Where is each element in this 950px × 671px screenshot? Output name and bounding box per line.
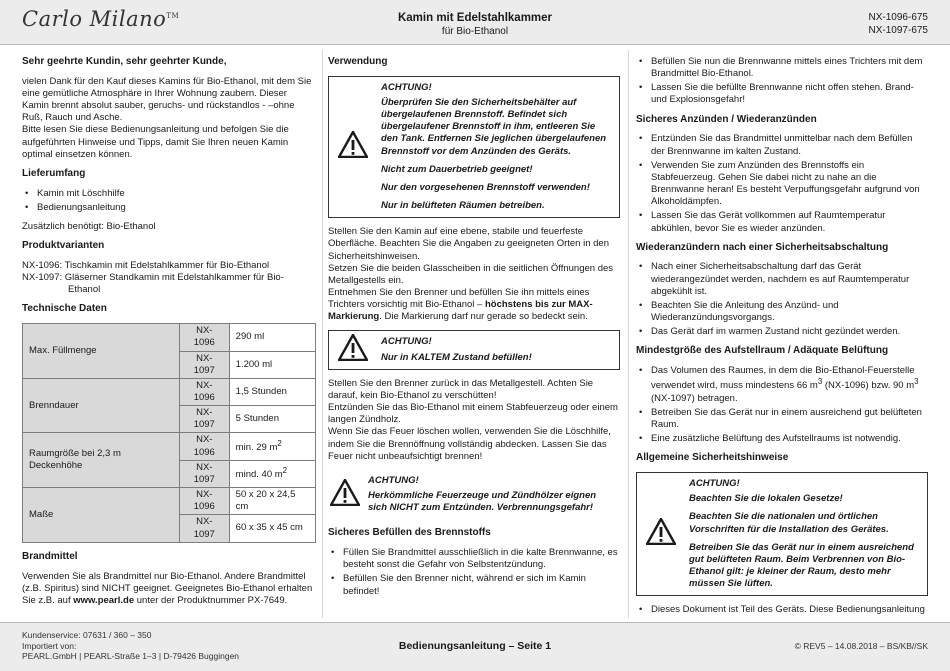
brandmittel-heading: Brandmittel — [22, 550, 78, 562]
greeting: Sehr geehrte Kundin, sehr geehrter Kunde, — [22, 56, 227, 67]
warning-text: Überprüfen Sie den Sicherheitsbehälter auf übergelaufenen Brennstoff. Befindet sich übergelaufener Brennstoff in ihm, entleeren Sie den Tank. Entfernen Sie jeglichen übergelaufenen Brennstoff vor dem Anzünden des Geräts. — [381, 96, 607, 157]
list-item: • Füllen Sie Brandmittel ausschließlich in die kalte Brennwanne, es besteht sonst die Gefahr von Selbstentzündung. — [328, 547, 620, 571]
warning-text: Nur den vorgesehenen Brennstoff verwenden! — [381, 181, 590, 193]
page-footer — [0, 622, 950, 671]
column-divider-2 — [628, 50, 629, 618]
spec-value: 1.200 ml — [229, 351, 315, 378]
importer-label: Importiert von: — [22, 640, 77, 651]
table-row — [23, 378, 316, 405]
instruction-text-part: Entnehmen Sie den Brenner und befüllen Sie ihn mittels eines Trichters vorsichtig mit Bio-Ethanol – — [328, 286, 590, 311]
instruction-text-part: . Die Markierung darf nur gerade so bedeckt sein. — [379, 311, 588, 323]
spec-value: 5 Stunden — [229, 406, 315, 433]
spec-value: 290 ml — [229, 324, 315, 351]
warning-title: ACHTUNG! — [381, 81, 432, 93]
column-right — [636, 56, 928, 618]
variant-1: NX-1096: Tischkamin mit Edelstahlkammer für Bio-Ethanol — [22, 259, 270, 271]
warning-text: Nicht zum Dauerbetrieb geeignet! — [381, 163, 533, 175]
superscript: 3 — [914, 377, 919, 387]
instruction-text: Wenn Sie das Feuer löschen wollen, verwenden Sie die Löschhilfe, indem Sie die Brennöffnung vollständig abdecken. Lassen Sie das Feuer nicht unbeaufsichtigt brennen! — [328, 426, 611, 462]
befuellen-list-continued — [636, 56, 928, 107]
brandmittel-paragraph — [22, 571, 316, 607]
spec-model: NX-1096 — [179, 433, 229, 460]
product-code-2: NX-1097-675 — [868, 25, 928, 36]
table-row — [23, 433, 316, 460]
spec-label-fuellmenge: Max. Füllmenge — [23, 324, 180, 379]
intro-paragraph-1: vielen Dank für den Kauf dieses Kamins für Bio-Ethanol, mit dem Sie eine gemütliche Atmosphäre in Ihrer Wohnung zaubern. Dieser Kamin brennt absolut sauber, geruchs- und rückstandlos - –ohne Ruß, Rauch und Asche. — [22, 75, 312, 124]
warning-text: Nur in KALTEM Zustand befüllen! — [381, 351, 532, 363]
list-item-text: Das Volumen des Raumes, in dem die Bio-Ethanol-Feuerstelle verwendet wird, muss mindestens 66 m — [651, 365, 915, 392]
table-row — [23, 324, 316, 351]
additional-requirement: Zusätzlich benötigt: Bio-Ethanol — [22, 221, 156, 232]
anzuenden-heading: Sicheres Anzünden / Wiederanzünden — [636, 113, 817, 125]
spec-model: NX-1097 — [179, 351, 229, 378]
spec-model: NX-1096 — [179, 324, 229, 351]
column-middle — [328, 56, 620, 618]
product-code-1: NX-1096-675 — [868, 12, 928, 23]
table-row — [23, 488, 316, 515]
revision-info: © REV5 – 14.08.2018 – BS/KB//SK — [794, 641, 928, 651]
befuellen-heading: Sicheres Befüllen des Brennstoffs — [328, 527, 491, 539]
list-item: • Beachten Sie die Anleitung des Anzünd- und Wiederanzündungsvorgangs. — [636, 300, 928, 324]
warning-triangle-icon — [330, 479, 360, 506]
variant-2: NX-1097: Gläserner Standkamin mit Edelstahlkammer für Bio-Ethanol — [22, 272, 284, 296]
document-note-list — [636, 604, 928, 618]
document-subtitle: für Bio-Ethanol — [441, 26, 509, 37]
list-item: • Verwenden Sie zum Anzünden des Brennstoffs ein Stabfeuerzeug. Gehen Sie dabei nicht zu nahe an die Brennwanne heran! Es besteht Verpuffungsgefahr aufgrund von Alkoholdämpfen. — [636, 160, 928, 209]
instruction-text: Entzünden Sie das Bio-Ethanol mit einem Stabfeuerzeug oder einem langen Zündholz. — [328, 402, 618, 426]
spec-model: NX-1096 — [179, 488, 229, 515]
importer-address: PEARL.GmbH | PEARL-Straße 1–3 | D-79426 Buggingen — [22, 651, 240, 662]
spec-value: 1,5 Stunden — [229, 378, 315, 405]
allgemein-heading: Allgemeine Sicherheitshinweise — [636, 452, 789, 464]
customer-service: Kundenservice: 07631 / 360 – 350 — [22, 630, 152, 640]
warning-text: Beachten Sie die nationalen und örtlichen Vorschriften für die Installation des Gerätes. — [689, 511, 889, 535]
warning-title: ACHTUNG! — [368, 474, 419, 486]
warning-text: Herkömmliche Feuerzeuge und Zündhölzer eignen sich NICHT zum Entzünden. Verbrennungsgefahr! — [368, 490, 597, 514]
list-item: • Betreiben Sie das Gerät nur in einem ausreichend gut belüfteten Raum. — [636, 407, 928, 431]
spec-value — [229, 433, 315, 460]
varianten-heading: Produktvarianten — [22, 240, 105, 252]
warning-text: Nur in belüfteten Räumen betreiben. — [381, 200, 545, 212]
warning-triangle-icon — [338, 334, 368, 361]
warning-box-ethanol — [22, 614, 316, 618]
list-item: • Befüllen Sie den Brenner nicht, während er sich im Kamin befindet! — [328, 573, 620, 597]
page-number: Bedienungsanleitung – Seite 1 — [398, 640, 552, 652]
spec-model: NX-1096 — [179, 378, 229, 405]
list-item: • Das Gerät darf im warmen Zustand nicht gezündet werden. — [636, 326, 928, 338]
brandmittel-text: Verwenden Sie als Brandmittel nur Bio-Ethanol. Andere Brandmittel (z.B. Spiritus) sind NICHT geeignet. Geeignetes Bio-Ethanol erhalten Sie z.B. auf — [22, 570, 313, 606]
list-item: • Dieses Dokument ist Teil des Geräts. Diese Bedienungsanleitung — [636, 604, 928, 618]
list-item: • Lassen Sie das Gerät vollkommen auf Raumtemperatur abkühlen, bevor Sie es wieder anzünden. — [636, 210, 928, 234]
lieferumfang-list — [22, 188, 316, 214]
spec-label-brenndauer: Brenndauer — [23, 378, 180, 433]
spec-value: 60 x 35 x 45 cm — [229, 515, 315, 542]
page-header — [0, 0, 950, 45]
wiederanzuenden-list — [636, 261, 928, 338]
instruction-emphasis: höchstens bis zur MAX-Markierung — [328, 299, 593, 323]
warning-title: ACHTUNG! — [381, 336, 432, 348]
instruction-text: Setzen Sie die beiden Glasscheiben in die seitlichen Öffnungen des Metallgestells ein. — [328, 262, 614, 286]
mindestgroesse-list — [636, 365, 928, 445]
list-item: • Entzünden Sie das Brandmittel unmittelbar nach dem Befüllen der Brennwanne im kalten Zustand. — [636, 133, 928, 157]
spec-value — [229, 460, 315, 487]
superscript: 2 — [282, 466, 288, 476]
instruction-text: Stellen Sie den Kamin auf eine ebene, stabile und feuerfeste Oberfläche. Beachten Sie die Angaben zu geeigneten Orten in den Sicherheitshinweisen. — [328, 226, 609, 262]
spec-model: NX-1097 — [179, 406, 229, 433]
superscript: 2 — [277, 438, 282, 448]
list-item: • Nach einer Sicherheitsabschaltung darf das Gerät wiederangezündet werden, nachdem es auf Raumtemperatur abgekühlt ist. — [636, 261, 928, 297]
warning-box-allgemein — [636, 472, 928, 596]
spec-label-masse: Maße — [23, 488, 180, 543]
lieferumfang-heading: Lieferumfang — [22, 167, 86, 179]
list-item-text: (NX-1096) bzw. 90 m — [822, 380, 915, 392]
warning-text: Betreiben Sie das Gerät nur in einem ausreichend gut belüfteten Raum. Beim Verbrennen von Bio-Ethanol gilt: je kleiner der Raum, desto mehr müssen Sie lüften. — [689, 541, 914, 590]
warning-box-kalt — [328, 330, 620, 369]
wiederanzuenden-heading: Wiederanzündern nach einer Sicherheitsabschaltung — [636, 241, 889, 253]
warning-box-verwendung — [328, 76, 620, 218]
list-item: • Lassen Sie die befüllte Brennwanne nicht offen stehen. Brand- und Explosionsgefahr! — [636, 82, 928, 106]
list-item — [636, 365, 928, 405]
spec-label-raumgroesse: Raumgröße bei 2,3 m Deckenhöhe — [23, 433, 180, 488]
specs-table — [22, 323, 316, 543]
warning-triangle-icon — [338, 131, 368, 158]
mindestgroesse-heading: Mindestgröße des Aufstellraum / Adäquate Belüftung — [636, 345, 889, 357]
instruction-text — [328, 287, 620, 323]
spec-value: 50 x 20 x 24,5 cm — [229, 488, 315, 515]
instruction-text: Stellen Sie den Brenner zurück in das Metallgestell. Achten Sie darauf, kein Bio-Ethanol zu verschütten! — [328, 377, 594, 401]
spec-value-text: mind. 40 m — [235, 469, 283, 481]
warning-triangle-icon — [646, 518, 676, 545]
document-title: Kamin mit Edelstahlkammer — [397, 12, 553, 24]
list-item: • Befüllen Sie nun die Brennwanne mittels eines Trichters mit dem Brandmittel Bio-Ethanol. — [636, 56, 928, 80]
warning-title: ACHTUNG! — [689, 478, 740, 490]
list-item: • Kamin mit Löschhilfe — [22, 188, 316, 200]
spec-model: NX-1097 — [179, 515, 229, 542]
logo-text: Carlo Milano — [22, 7, 167, 31]
warning-box-feuerzeug — [328, 470, 620, 519]
intro-paragraph-2: Bitte lesen Sie diese Bedienungsanleitung und befolgen Sie die aufgeführten Hinweise und Tipps, damit Sie Ihren neuen Kamin optimal einsetzen können. — [22, 124, 289, 160]
anzuenden-list — [636, 133, 928, 234]
pearl-link[interactable]: www.pearl.de — [73, 594, 135, 606]
brandmittel-text: unter der Produktnummer PX-7649. — [134, 594, 288, 606]
list-item: • Eine zusätzliche Belüftung des Aufstellraums ist notwendig. — [636, 433, 928, 445]
list-item: • Bedienungsanleitung — [22, 202, 316, 214]
spec-value-text: min. 29 m — [235, 442, 278, 454]
product-codes — [869, 11, 928, 37]
superscript: 3 — [817, 377, 823, 387]
befuellen-list — [328, 547, 620, 598]
logo-trademark: TM — [166, 12, 180, 20]
column-divider-1 — [322, 50, 323, 618]
column-left — [22, 56, 316, 618]
warning-text: Beachten Sie die lokalen Gesetze! — [689, 493, 843, 505]
technische-daten-heading: Technische Daten — [22, 303, 107, 315]
list-item-text: (NX-1097) betragen. — [651, 392, 738, 404]
verwendung-heading: Verwendung — [328, 56, 388, 67]
spec-model: NX-1097 — [179, 460, 229, 487]
